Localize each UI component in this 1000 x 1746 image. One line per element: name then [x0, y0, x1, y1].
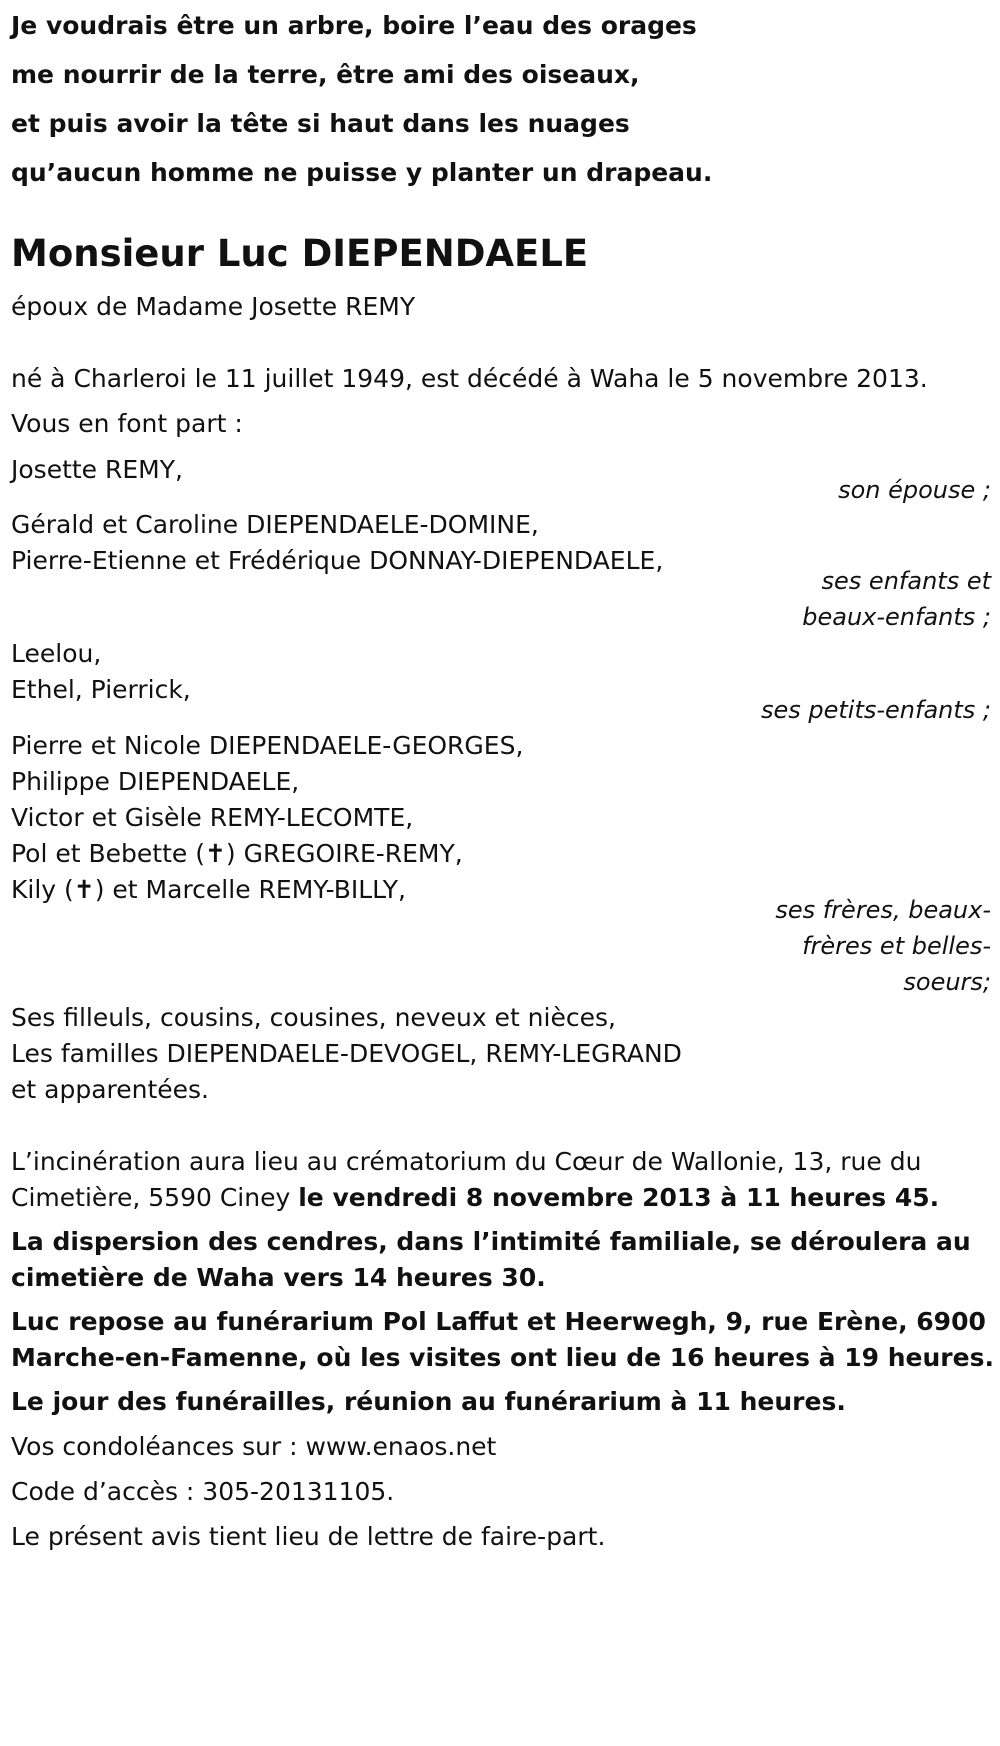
ceremony-place: Cimetière, 5590 Ciney [11, 1183, 299, 1212]
family-name-line: Pierre et Nicole DIEPENDAELE-GEORGES, [11, 731, 524, 760]
poem-line: qu’aucun homme ne puisse y planter un drapeau. [11, 158, 713, 187]
poem-line: me nourrir de la terre, être ami des oiseaux, [11, 60, 640, 89]
ceremony-date: le vendredi 8 novembre 2013 à 11 heures 45. [298, 1183, 940, 1212]
ceremony-line [11, 1181, 939, 1214]
family-name-line: Pierre-Etienne et Frédérique DONNAY-DIEPENDAELE, [11, 546, 664, 575]
condolences-line: Vos condoléances sur : www.enaos.net [11, 1432, 497, 1461]
birth-death-line: né à Charleroi le 11 juillet 1949, est décédé à Waha le 5 novembre 2013. [11, 364, 928, 393]
family-name-line: Pol et Bebette (✝) GREGOIRE-REMY, [11, 839, 463, 868]
relation-label: beaux-enfants ; [802, 603, 991, 631]
family-name-line: Les familles DIEPENDAELE-DEVOGEL, REMY-LEGRAND [11, 1039, 682, 1068]
family-name-line: Gérald et Caroline DIEPENDAELE-DOMINE, [11, 510, 539, 539]
access-code-line: Code d’accès : 305-20131105. [11, 1477, 395, 1506]
family-name-line: Ses filleuls, cousins, cousines, neveux et nièces, [11, 1003, 616, 1032]
relation-label: ses enfants et [821, 567, 991, 595]
family-name-line: et apparentées. [11, 1075, 209, 1104]
relation-label: soeurs; [903, 968, 991, 996]
spouse-line: époux de Madame Josette REMY [11, 292, 416, 321]
family-name-line: Victor et Gisèle REMY-LECOMTE, [11, 803, 414, 832]
family-name-line: Ethel, Pierrick, [11, 675, 191, 704]
family-name-line: Kily (✝) et Marcelle REMY-BILLY, [11, 875, 406, 904]
relation-label: ses frères, beaux- [775, 896, 991, 924]
funerarium-line: Luc repose au funérarium Pol Laffut et Heerwegh, 9, rue Erène, 6900 [11, 1307, 986, 1336]
ceremony-line: L’incinération aura lieu au crématorium du Cœur de Wallonie, 13, rue du [11, 1147, 922, 1176]
relation-label: ses petits-enfants ; [760, 696, 991, 724]
family-name-line: Philippe DIEPENDAELE, [11, 767, 300, 796]
poem [11, 8, 712, 204]
relation-label: son épouse ; [838, 476, 991, 504]
dispersion-line: La dispersion des cendres, dans l’intimité familiale, se déroulera au [11, 1227, 971, 1256]
dispersion-line: cimetière de Waha vers 14 heures 30. [11, 1263, 546, 1292]
family-name-line: Leelou, [11, 639, 102, 668]
relation-label: frères et belles- [802, 932, 991, 960]
poem-line: Je voudrais être un arbre, boire l’eau des orages [11, 11, 697, 40]
reunion-line: Le jour des funérailles, réunion au funérarium à 11 heures. [11, 1387, 846, 1416]
poem-line: et puis avoir la tête si haut dans les nuages [11, 109, 630, 138]
deceased-name: Monsieur Luc DIEPENDAELE [11, 232, 589, 275]
announce-line: Vous en font part : [11, 409, 243, 438]
family-name-line: Josette REMY, [11, 455, 183, 484]
funerarium-line: Marche-en-Famenne, où les visites ont lieu de 16 heures à 19 heures. [11, 1343, 994, 1372]
closing-line: Le présent avis tient lieu de lettre de faire-part. [11, 1522, 606, 1551]
